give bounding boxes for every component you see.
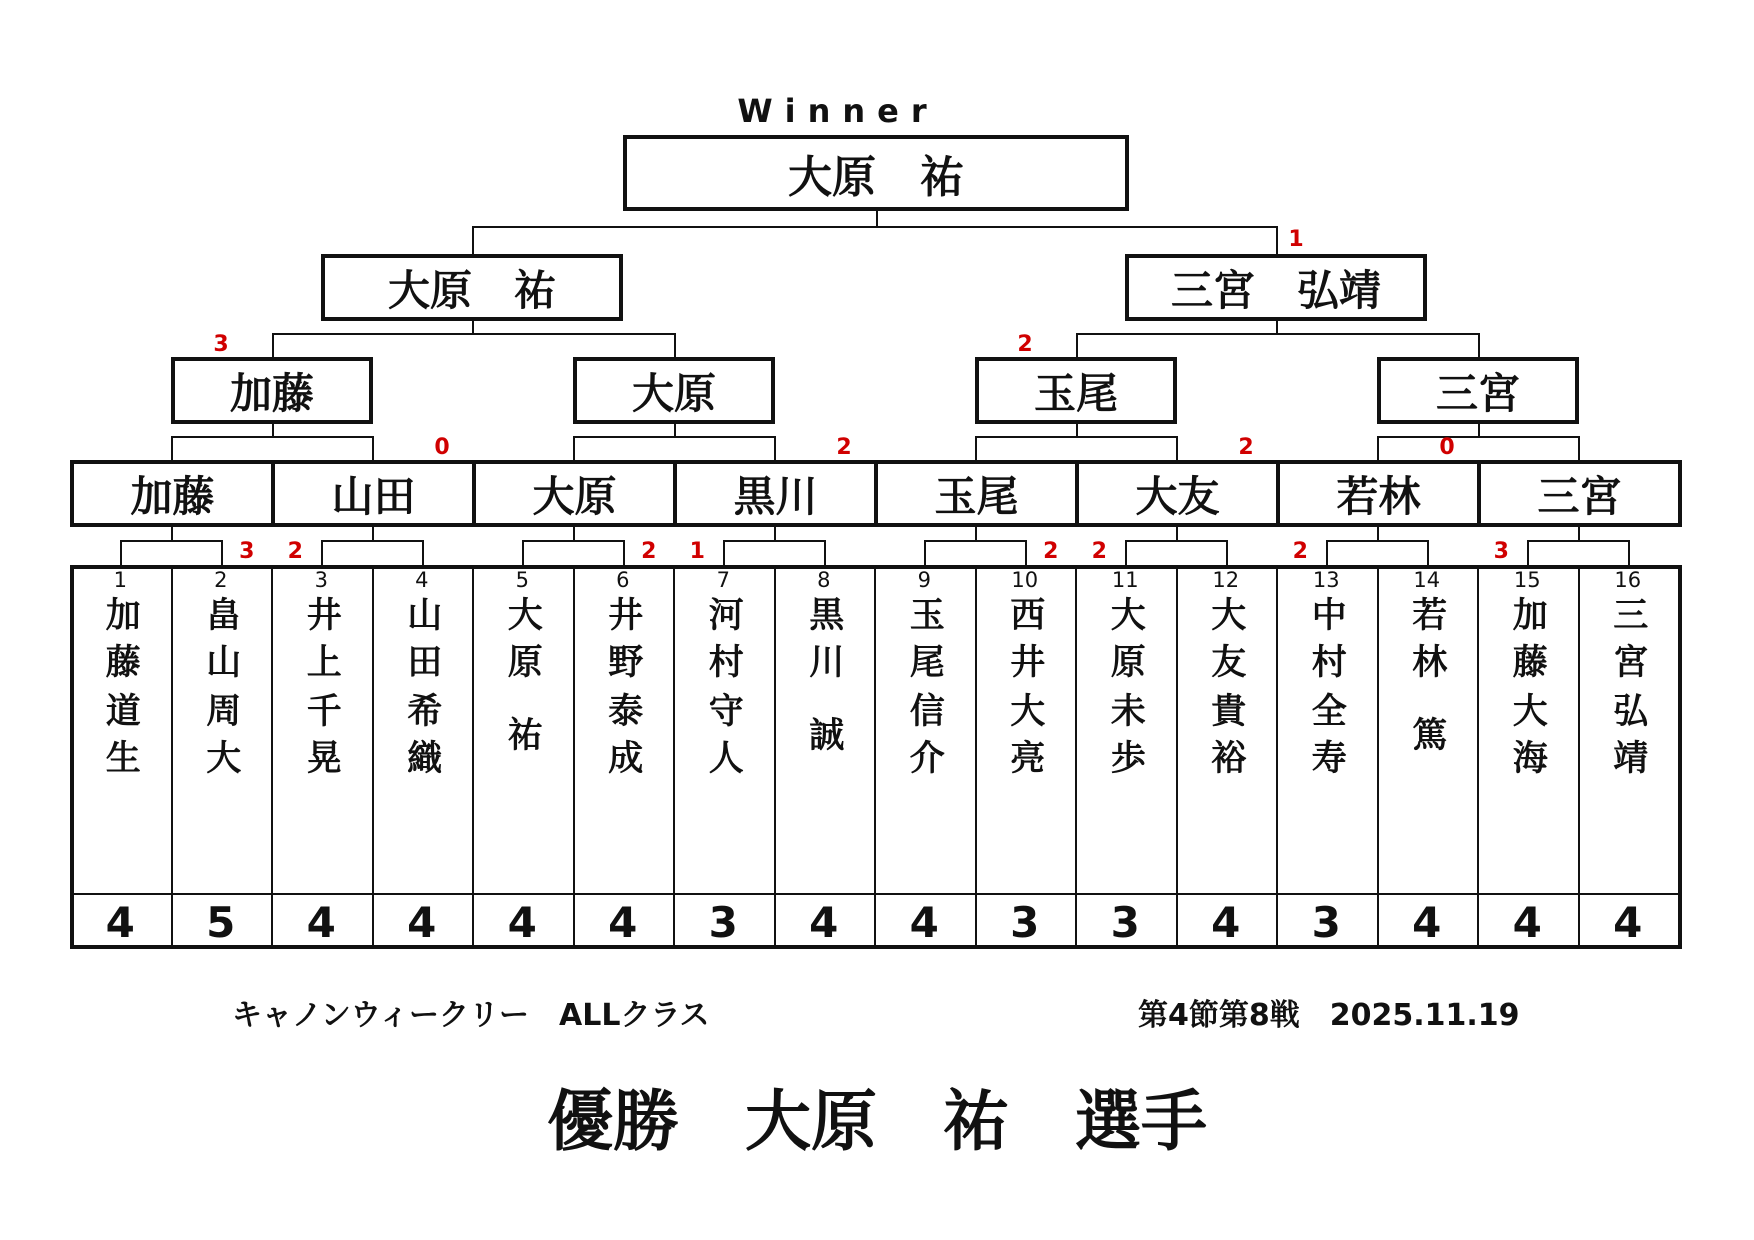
player-number: 4 [407, 898, 437, 947]
quarterfinal-score: 2 [1238, 435, 1254, 460]
round1-connector [372, 527, 374, 540]
quarter-connector [573, 436, 776, 438]
number-row-divider [70, 893, 1680, 895]
quarter-connector-drop [1176, 436, 1178, 460]
round1-score: 2 [1043, 539, 1059, 564]
player-seed: 7 [716, 568, 730, 592]
quarter-connector-drop [573, 436, 575, 460]
round1-connector-drop [924, 540, 926, 565]
round1-connector-drop [824, 540, 826, 565]
player-number: 4 [909, 898, 939, 947]
round1-score: 2 [1091, 539, 1107, 564]
player-seed: 13 [1312, 568, 1340, 592]
semi-connector [272, 333, 676, 335]
quarterfinal-cell: 大友 [1075, 460, 1280, 527]
player-surname: 黒川 [803, 596, 844, 690]
player-seed: 9 [917, 568, 931, 592]
player-surname: 河村 [703, 596, 744, 690]
player-given-name: 全寿 [1306, 692, 1347, 786]
player-number: 3 [1010, 898, 1040, 947]
quarter-connector [1478, 424, 1480, 436]
final-connector-drop [1276, 226, 1278, 254]
column-divider [774, 565, 776, 949]
quarterfinal-cell: 玉尾 [874, 460, 1079, 527]
quarter-connector-drop [1578, 436, 1580, 460]
round1-connector [924, 540, 1027, 542]
player-surname: 三宮 [1607, 596, 1648, 690]
player-number: 4 [1412, 898, 1442, 947]
player-seed: 12 [1212, 568, 1240, 592]
player-surname: 大原 [1105, 596, 1146, 690]
player-given-name: 道生 [100, 692, 141, 786]
player-surname: 井上 [301, 596, 342, 690]
round1-connector [774, 527, 776, 540]
finalist-score: 1 [1288, 227, 1304, 252]
player-given-name: 泰成 [602, 692, 643, 786]
quarter-connector-drop [372, 436, 374, 460]
quarter-connector [975, 436, 1178, 438]
player-seed: 6 [616, 568, 630, 592]
player-number: 4 [507, 898, 537, 947]
round1-connector [321, 540, 424, 542]
round1-connector-drop [522, 540, 524, 565]
semifinal-box: 三宮 [1377, 357, 1579, 424]
round1-score: 3 [1493, 539, 1509, 564]
quarter-connector-drop [774, 436, 776, 460]
player-number: 4 [1613, 898, 1643, 947]
player-number: 4 [1211, 898, 1241, 947]
player-given-name: 祐 [502, 715, 543, 763]
semi-connector [1276, 321, 1278, 333]
player-number: 3 [1110, 898, 1140, 947]
round1-connector-drop [623, 540, 625, 565]
semi-connector-drop [1076, 333, 1078, 357]
round1-connector [171, 527, 173, 540]
player-seed: 14 [1413, 568, 1441, 592]
round1-connector-drop [1628, 540, 1630, 565]
semifinal-box: 大原 [573, 357, 775, 424]
quarterfinal-score: 0 [434, 435, 450, 460]
quarter-connector-drop [975, 436, 977, 460]
quarter-connector-drop [1377, 436, 1379, 460]
player-number: 3 [1311, 898, 1341, 947]
finalist-box: 三宮 弘靖 [1125, 254, 1427, 321]
player-seed: 15 [1513, 568, 1541, 592]
player-surname: 中村 [1306, 596, 1347, 690]
round1-score: 2 [641, 539, 657, 564]
final-connector [472, 226, 1278, 228]
player-given-name: 千晃 [301, 692, 342, 786]
player-surname: 加藤 [100, 596, 141, 690]
round1-connector-drop [120, 540, 122, 565]
player-number: 4 [608, 898, 638, 947]
column-divider [1477, 565, 1479, 949]
player-given-name: 信介 [904, 692, 945, 786]
player-number: 4 [809, 898, 839, 947]
round1-connector-drop [221, 540, 223, 565]
round1-connector [1125, 540, 1228, 542]
round1-connector-drop [723, 540, 725, 565]
player-surname: 西井 [1004, 596, 1045, 690]
round1-connector [1326, 540, 1429, 542]
round1-connector [1176, 527, 1178, 540]
player-given-name: 大海 [1507, 692, 1548, 786]
semi-connector [1076, 333, 1480, 335]
column-divider [271, 565, 273, 949]
player-surname: 井野 [602, 596, 643, 690]
player-number: 4 [306, 898, 336, 947]
round1-connector-drop [1326, 540, 1328, 565]
column-divider [472, 565, 474, 949]
round1-connector-drop [1125, 540, 1127, 565]
semifinal-box: 玉尾 [975, 357, 1177, 424]
round1-connector [975, 527, 977, 540]
quarterfinal-cell: 若林 [1276, 460, 1481, 527]
column-divider [1176, 565, 1178, 949]
player-given-name: 守人 [703, 692, 744, 786]
quarterfinal-cell: 大原 [472, 460, 677, 527]
player-seed: 5 [515, 568, 529, 592]
player-surname: 若林 [1406, 596, 1447, 690]
round1-connector [522, 540, 625, 542]
column-divider [573, 565, 575, 949]
round1-score: 2 [1292, 539, 1308, 564]
player-number: 4 [1512, 898, 1542, 947]
final-connector-drop [472, 226, 474, 254]
semi-connector-drop [272, 333, 274, 357]
player-surname: 玉尾 [904, 596, 945, 690]
quarterfinal-score: 2 [836, 435, 852, 460]
semi-connector [472, 321, 474, 333]
round1-connector-drop [1527, 540, 1529, 565]
round1-connector [723, 540, 826, 542]
quarter-connector [674, 424, 676, 436]
column-divider [1578, 565, 1580, 949]
player-seed: 1 [113, 568, 127, 592]
round1-connector-drop [1226, 540, 1228, 565]
player-given-name: 大亮 [1004, 692, 1045, 786]
round1-connector [120, 540, 223, 542]
winner-label: Winner [737, 92, 939, 130]
player-number: 5 [206, 898, 236, 947]
player-seed: 10 [1011, 568, 1039, 592]
quarter-connector [1377, 436, 1580, 438]
player-surname: 大友 [1205, 596, 1246, 690]
round1-score: 3 [239, 539, 255, 564]
player-surname: 畠山 [200, 596, 241, 690]
player-number: 4 [105, 898, 135, 947]
column-divider [1075, 565, 1077, 949]
semi-connector-drop [674, 333, 676, 357]
player-given-name: 篤 [1406, 715, 1447, 763]
round-date: 第4節第8戦 2025.11.19 [1138, 998, 1520, 1033]
player-given-name: 未歩 [1105, 692, 1146, 786]
column-divider [1276, 565, 1278, 949]
player-surname: 大原 [502, 596, 543, 690]
player-seed: 11 [1111, 568, 1139, 592]
player-given-name: 周大 [200, 692, 241, 786]
finalist-box: 大原 祐 [321, 254, 623, 321]
round1-connector [1527, 540, 1630, 542]
semifinal-box: 加藤 [171, 357, 373, 424]
round1-connector [1578, 527, 1580, 540]
player-seed: 4 [415, 568, 429, 592]
player-surname: 加藤 [1507, 596, 1548, 690]
quarterfinal-cell: 黒川 [673, 460, 878, 527]
player-given-name: 弘靖 [1607, 692, 1648, 786]
quarter-connector [272, 424, 274, 436]
champion-box: 大原 祐 [623, 135, 1129, 211]
round1-connector-drop [422, 540, 424, 565]
round1-connector [573, 527, 575, 540]
column-divider [975, 565, 977, 949]
quarter-connector [1076, 424, 1078, 436]
column-divider [1377, 565, 1379, 949]
quarterfinal-cell: 加藤 [70, 460, 275, 527]
player-given-name: 希織 [401, 692, 442, 786]
quarter-connector [171, 436, 374, 438]
player-given-name: 誠 [803, 715, 844, 763]
player-number: 3 [708, 898, 738, 947]
champion-connector [876, 211, 878, 226]
champion-headline: 優勝 大原 祐 選手 [547, 1083, 1207, 1160]
player-surname: 山田 [401, 596, 442, 690]
player-seed: 3 [314, 568, 328, 592]
round1-connector-drop [1427, 540, 1429, 565]
column-divider [171, 565, 173, 949]
column-divider [673, 565, 675, 949]
round1-score: 1 [689, 539, 705, 564]
quarterfinal-cell: 三宮 [1477, 460, 1682, 527]
round1-connector-drop [1025, 540, 1027, 565]
player-seed: 8 [817, 568, 831, 592]
round1-score: 2 [287, 539, 303, 564]
event-title: キャノンウィークリー ALLクラス [232, 998, 710, 1033]
round1-connector-drop [321, 540, 323, 565]
column-divider [874, 565, 876, 949]
semifinal-score: 2 [1017, 332, 1033, 357]
semifinal-score: 3 [213, 332, 229, 357]
semi-connector-drop [1478, 333, 1480, 357]
player-given-name: 貴裕 [1205, 692, 1246, 786]
quarterfinal-score: 0 [1439, 435, 1455, 460]
player-seed: 2 [214, 568, 228, 592]
player-seed: 16 [1614, 568, 1642, 592]
column-divider [372, 565, 374, 949]
round1-connector [1377, 527, 1379, 540]
quarterfinal-cell: 山田 [271, 460, 476, 527]
quarter-connector-drop [171, 436, 173, 460]
